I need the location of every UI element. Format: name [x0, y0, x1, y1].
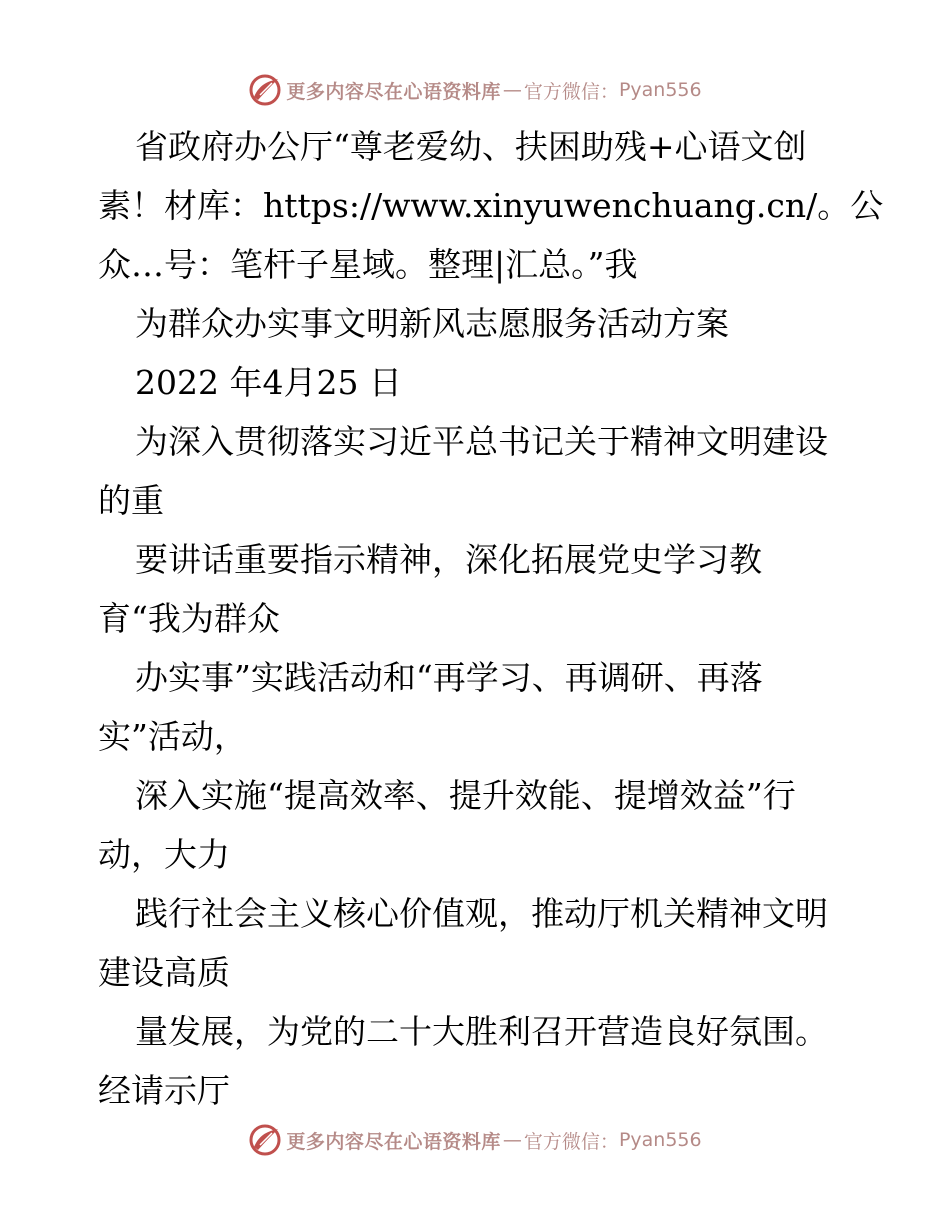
document-line: 践行社会主义核心价值观，推动厅机关精神文明: [135, 894, 828, 933]
banner-contact-label: 官方微信：: [523, 80, 619, 103]
xinyu-logo-icon: [248, 73, 282, 107]
banner-wechat-handle: Pyan556: [618, 79, 702, 101]
document-date: 2022 年4月25 日: [135, 363, 402, 402]
banner-wechat-handle: Pyan556: [618, 1129, 702, 1151]
document-line: 量发展，为党的二十大胜利召开营造良好氛围。: [135, 1012, 828, 1051]
document-line: 深入实施“提高效率、提升效能、提增效益”行: [135, 776, 796, 815]
document-line: 办实事”实践活动和“再学习、再调研、再落: [135, 658, 763, 697]
banner-separator: —: [502, 1129, 522, 1151]
banner-separator: —: [502, 79, 522, 101]
footer-watermark-banner: [0, 1120, 950, 1160]
header-watermark-banner: [0, 70, 950, 110]
document-line: 实”活动，: [98, 717, 247, 756]
banner-contact-label: 官方微信：: [523, 1130, 619, 1153]
document-line: 省政府办公厅“尊老爱幼、扶困助残+心语文创: [135, 127, 807, 166]
document-line: 经请示厅: [98, 1071, 230, 1110]
banner-brand-text: 更多内容尽在心语资料库: [286, 1130, 501, 1153]
document-line: 动，大力: [98, 835, 230, 874]
document-line: 素！材库：https://www.xinyuwenchuang.cn/。公: [98, 186, 884, 225]
banner-brand-text: 更多内容尽在心语资料库: [286, 80, 501, 103]
document-line: 育“我为群众: [98, 599, 280, 638]
xinyu-logo-icon: [248, 1123, 282, 1157]
document-line: 众…号：笔杆子星域。整理|汇总。”我: [98, 245, 638, 284]
document-line: 建设高质: [98, 953, 230, 992]
document-line: 的重: [98, 481, 164, 520]
document-line: 要讲话重要指示精神，深化拓展党史学习教: [135, 540, 762, 579]
document-title: 为群众办实事文明新风志愿服务活动方案: [135, 304, 729, 343]
document-line: 为深入贯彻落实习近平总书记关于精神文明建设: [135, 422, 828, 461]
